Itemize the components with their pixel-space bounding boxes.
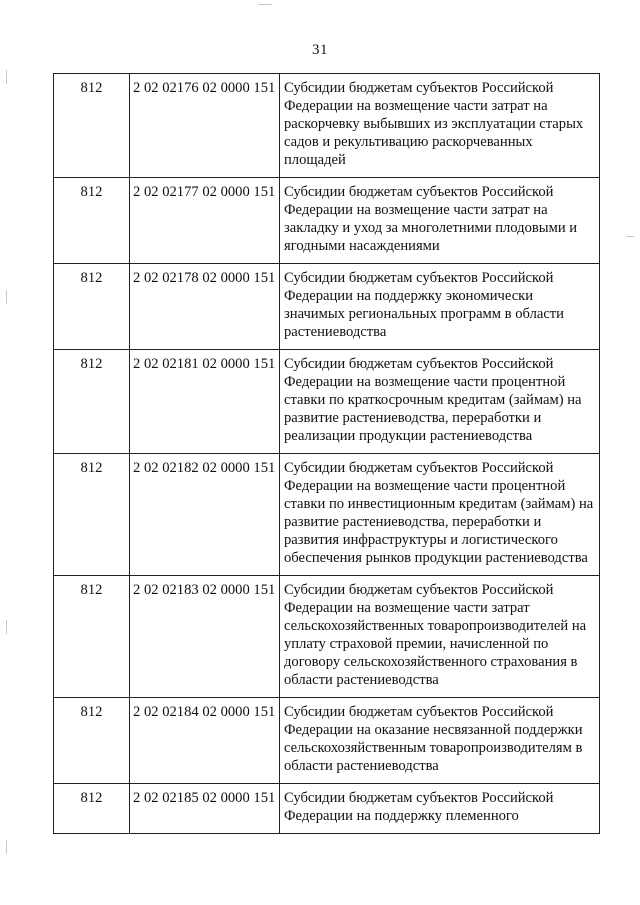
revenue-name-cell: Субсидии бюджетам субъектов Российской Федерации на оказание несвязанной поддержки сельскохозяйственным товаропроизводителям в области растениеводства [280,698,600,784]
revenue-name-cell: Субсидии бюджетам субъектов Российской Федерации на поддержку племенного [280,784,600,834]
revenue-name-cell: Субсидии бюджетам субъектов Российской Федерации на возмещение части процентной ставки по инвестиционным кредитам (займам) на развитие растениеводства, переработки и развития инфраструктуры и логистического обеспечения рынков продукции растениеводства [280,454,600,576]
admin-code-cell: 812 [54,454,130,576]
revenue-name-cell: Субсидии бюджетам субъектов Российской Федерации на возмещение части затрат сельскохозяйственных товаропроизводителей на уплату страховой премии, начисленной по договору сельскохозяйственного страхования в области растениеводства [280,576,600,698]
table-row [54,350,600,454]
admin-code-cell: 812 [54,576,130,698]
table-row [54,178,600,264]
admin-code-cell: 812 [54,74,130,178]
kbk-code-cell: 2 02 02177 02 0000 151 [130,178,280,264]
admin-code-cell: 812 [54,178,130,264]
scan-mark [258,4,272,5]
table-row [54,698,600,784]
scan-mark [6,290,7,304]
table-row [54,74,600,178]
scan-mark [6,70,7,84]
kbk-code-cell: 2 02 02182 02 0000 151 [130,454,280,576]
revenue-name-cell: Субсидии бюджетам субъектов Российской Федерации на поддержку экономически значимых региональных программ в области растениеводства [280,264,600,350]
revenue-name-cell: Субсидии бюджетам субъектов Российской Федерации на возмещение части затрат на раскорчевку выбывших из эксплуатации старых садов и рекультивацию раскорчеванных площадей [280,74,600,178]
kbk-code-cell: 2 02 02184 02 0000 151 [130,698,280,784]
scan-mark [626,236,634,237]
admin-code-cell: 812 [54,264,130,350]
admin-code-cell: 812 [54,784,130,834]
kbk-code-cell: 2 02 02178 02 0000 151 [130,264,280,350]
budget-codes-table [53,73,600,834]
scan-mark [6,620,7,634]
table-row [54,454,600,576]
kbk-code-cell: 2 02 02181 02 0000 151 [130,350,280,454]
kbk-code-cell: 2 02 02183 02 0000 151 [130,576,280,698]
kbk-code-cell: 2 02 02176 02 0000 151 [130,74,280,178]
admin-code-cell: 812 [54,350,130,454]
revenue-name-cell: Субсидии бюджетам субъектов Российской Федерации на возмещение части процентной ставки по краткосрочным кредитам (займам) на развитие растениеводства, переработки и реализации продукции растениеводства [280,350,600,454]
table-row [54,264,600,350]
table-row [54,576,600,698]
admin-code-cell: 812 [54,698,130,784]
scan-mark [6,840,7,854]
table-row [54,784,600,834]
kbk-code-cell: 2 02 02185 02 0000 151 [130,784,280,834]
revenue-name-cell: Субсидии бюджетам субъектов Российской Федерации на возмещение части затрат на закладку и уход за многолетними плодовыми и ягодными насаждениями [280,178,600,264]
page-number: 31 [312,42,328,58]
